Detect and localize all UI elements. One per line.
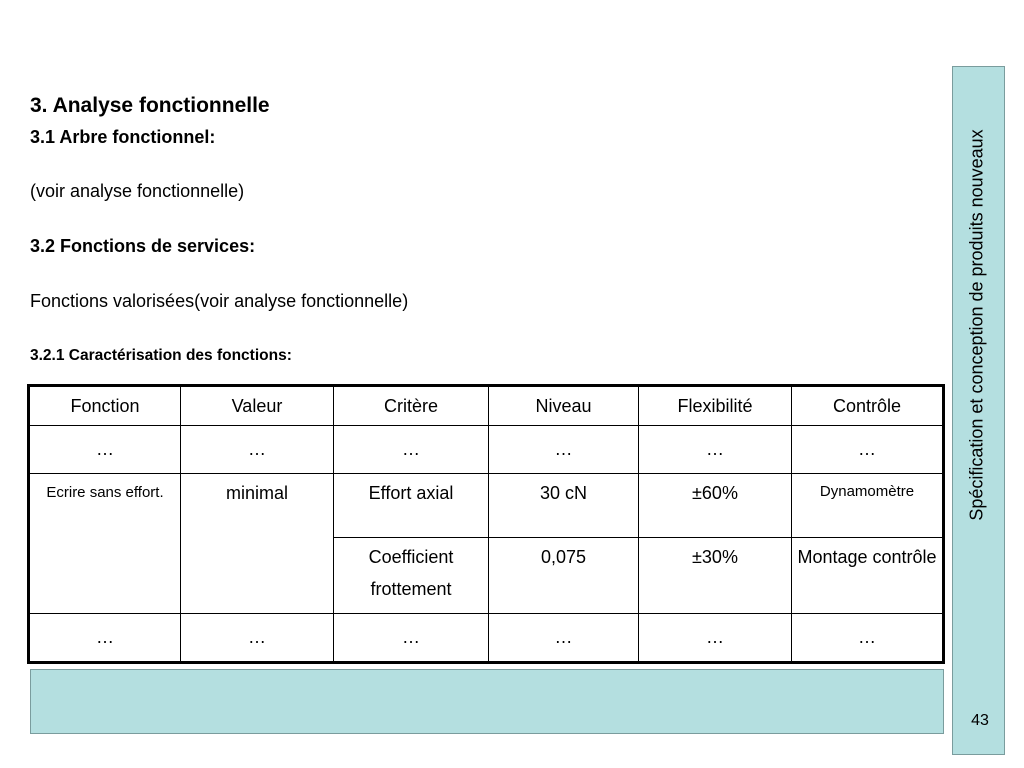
- table-cell: …: [639, 426, 792, 474]
- col-header-flexibilite: Flexibilité: [639, 386, 792, 426]
- cell-critere: Coefficient frottement: [334, 538, 489, 614]
- table-cell: …: [639, 614, 792, 663]
- cell-controle: Dynamomètre: [792, 474, 944, 538]
- table-cell: …: [792, 614, 944, 663]
- col-header-controle: Contrôle: [792, 386, 944, 426]
- table-cell: …: [489, 426, 639, 474]
- cell-critere: Effort axial: [334, 474, 489, 538]
- table-row: [29, 614, 944, 663]
- page-number: 43: [971, 712, 989, 729]
- col-header-fonction: Fonction: [29, 386, 181, 426]
- subsection-services-title: 3.2 Fonctions de services:: [30, 236, 256, 256]
- section-title: 3. Analyse fonctionnelle: [30, 94, 270, 117]
- cell-valeur: minimal: [181, 474, 334, 614]
- table-cell: …: [489, 614, 639, 663]
- table-cell: …: [792, 426, 944, 474]
- col-header-niveau: Niveau: [489, 386, 639, 426]
- subsection-caracterisation-title: 3.2.1 Caractérisation des fonctions:: [30, 347, 292, 364]
- sidebar-title: Spécification et conception de produits nouveaux: [966, 129, 987, 521]
- functions-table: [27, 384, 945, 664]
- cell-niveau: 0,075: [489, 538, 639, 614]
- cell-niveau: 30 cN: [489, 474, 639, 538]
- table-cell: …: [334, 426, 489, 474]
- cell-controle: Montage contrôle: [792, 538, 944, 614]
- table-cell: …: [29, 426, 181, 474]
- table-cell: …: [334, 614, 489, 663]
- subsection-arbre-title: 3.1 Arbre fonctionnel:: [30, 127, 216, 147]
- cell-flexibilite: ±60%: [639, 474, 792, 538]
- table-cell: …: [29, 614, 181, 663]
- cell-flexibilite: ±30%: [639, 538, 792, 614]
- table-header-row: [29, 386, 944, 426]
- table-cell: …: [181, 614, 334, 663]
- col-header-critere: Critère: [334, 386, 489, 426]
- cell-fonction: Ecrire sans effort.: [29, 474, 181, 614]
- subsection-arbre-text: (voir analyse fonctionnelle): [30, 181, 245, 201]
- col-header-valeur: Valeur: [181, 386, 334, 426]
- table-row: [29, 426, 944, 474]
- subsection-services-text: Fonctions valorisées(voir analyse fonctionnelle): [30, 291, 409, 311]
- table-cell: …: [181, 426, 334, 474]
- footer-panel: [30, 669, 944, 734]
- table-row: [29, 474, 944, 538]
